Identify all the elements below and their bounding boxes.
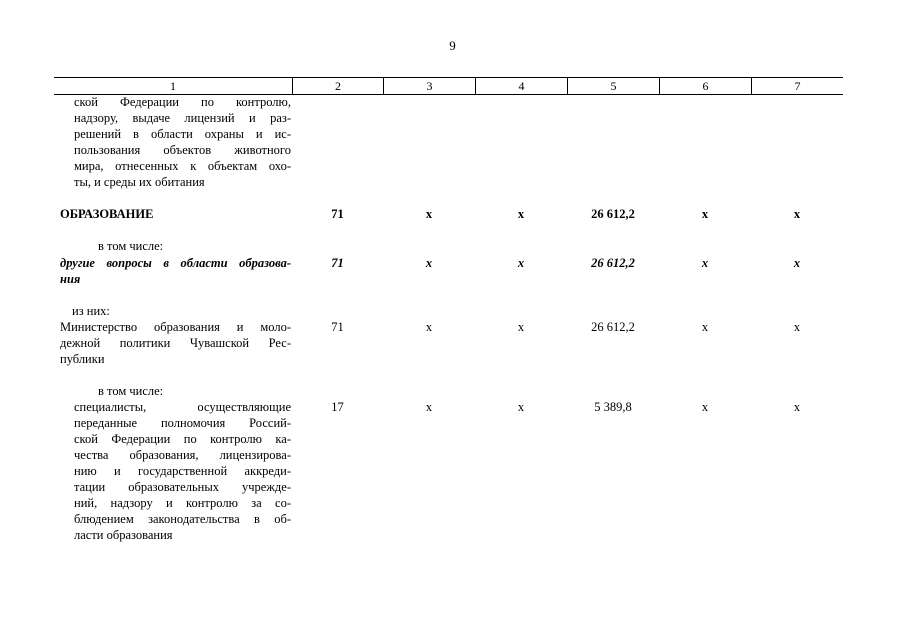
description-line: пользования объектов животного <box>74 143 291 157</box>
column-header-6: 6 <box>659 78 751 94</box>
description-line: специалисты, осуществляющие <box>74 400 291 414</box>
description-line: тации образовательных учрежде- <box>74 480 291 494</box>
table-header-row <box>54 77 843 95</box>
description-line: ты, и среды их обитания <box>74 175 205 189</box>
description-line: решений в области охраны и ис- <box>74 127 291 141</box>
row-description <box>60 238 291 254</box>
cell-col-7: х <box>793 207 801 221</box>
description-line: ской Федерации по контролю ка- <box>74 432 291 446</box>
description-line: ской Федерации по контролю, <box>74 95 291 109</box>
cell-col-3: х <box>425 400 433 414</box>
cell-col-2: 17 <box>331 400 344 414</box>
description-line: другие вопросы в области образова- <box>60 256 291 270</box>
description-line: чества образования, лицензирова- <box>74 448 291 462</box>
cell-col-3: х <box>425 256 433 270</box>
cell-col-5: 26 612,2 <box>591 256 635 270</box>
description-line: ний, надзору и контролю за со- <box>74 496 291 510</box>
description-line: из них: <box>72 304 110 318</box>
row-description <box>60 206 291 222</box>
row-description <box>60 383 291 399</box>
description-line: нию и государственной аккреди- <box>74 464 291 478</box>
cell-col-2: 71 <box>331 320 344 334</box>
column-header-4: 4 <box>475 78 567 94</box>
cell-col-5: 26 612,2 <box>591 207 635 221</box>
column-header-3: 3 <box>383 78 475 94</box>
cell-col-2: 71 <box>331 207 344 221</box>
description-line: публики <box>60 352 105 366</box>
page-number: 9 <box>449 38 456 53</box>
cell-col-4: х <box>517 320 525 334</box>
description-line: ОБРАЗОВАНИЕ <box>60 207 154 221</box>
cell-col-4: х <box>517 207 525 221</box>
row-description <box>60 303 291 319</box>
description-line: ласти образования <box>74 528 173 542</box>
description-line: в том числе: <box>98 384 164 398</box>
cell-col-3: х <box>425 320 433 334</box>
row-description <box>60 255 291 287</box>
description-line: Министерство образования и моло- <box>60 320 291 334</box>
column-header-7: 7 <box>751 78 843 94</box>
column-header-5: 5 <box>567 78 659 94</box>
cell-col-6: х <box>701 207 709 221</box>
cell-col-6: х <box>701 320 709 334</box>
column-header-1: 1 <box>170 79 176 93</box>
cell-col-4: х <box>517 256 525 270</box>
row-description <box>60 319 291 367</box>
cell-col-5: 5 389,8 <box>594 400 632 414</box>
cell-col-7: х <box>793 256 801 270</box>
budget-table <box>54 77 843 542</box>
description-line: блюдением законодательства в об- <box>74 512 291 526</box>
row-description <box>74 94 291 190</box>
cell-col-3: х <box>425 207 433 221</box>
row-description <box>74 399 291 543</box>
cell-col-7: х <box>793 320 801 334</box>
cell-col-5: 26 612,2 <box>591 320 635 334</box>
description-line: надзору, выдаче лицензий и раз- <box>74 111 291 125</box>
description-line: дежной политики Чувашской Рес- <box>60 336 291 350</box>
cell-col-6: х <box>701 256 709 270</box>
description-line: мира, отнесенных к объектам охо- <box>74 159 291 173</box>
column-header-2: 2 <box>292 78 383 94</box>
description-line: переданные полномочия Россий- <box>74 416 291 430</box>
cell-col-7: х <box>793 400 801 414</box>
description-line: ния <box>60 272 81 286</box>
description-line: в том числе: <box>98 239 164 253</box>
cell-col-4: х <box>517 400 525 414</box>
cell-col-2: 71 <box>331 256 344 270</box>
cell-col-6: х <box>701 400 709 414</box>
